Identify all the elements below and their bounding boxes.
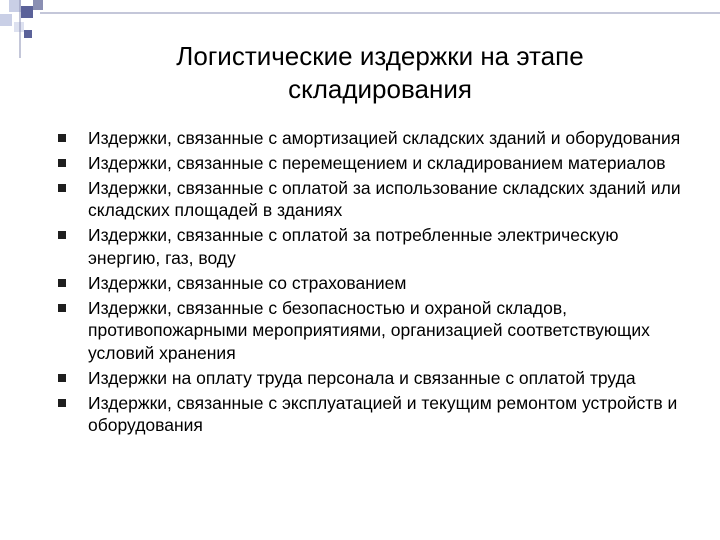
square-bullet-icon [58, 399, 66, 407]
bullet-text: Издержки на оплату труда персонала и связанные с оплатой труда [88, 367, 636, 388]
bullet-text: Издержки, связанные с перемещением и складированием материалов [88, 153, 666, 173]
bullet-item [58, 224, 688, 269]
bullet-text: Издержки, связанные с эксплуатацией и текущим ремонтом устройств и оборудования [88, 392, 678, 436]
square-bullet-icon [58, 279, 66, 287]
deco-square-light-3 [14, 22, 24, 32]
slide-title [95, 40, 665, 106]
slide-title-line-2: складирования [288, 74, 472, 104]
bullet-item [58, 127, 688, 149]
square-bullet-icon [58, 134, 66, 142]
square-bullet-icon [58, 184, 66, 192]
bullet-item [58, 272, 688, 294]
bullet-item [58, 392, 688, 437]
bullet-list [58, 127, 688, 439]
deco-square-light-1 [9, 0, 21, 12]
square-bullet-icon [58, 304, 66, 312]
deco-square-dark-1 [21, 6, 33, 18]
bullet-text: Издержки, связанные с амортизацией складских зданий и оборудования [88, 128, 681, 148]
deco-square-dark-3 [24, 30, 32, 38]
bullet-item [58, 152, 688, 174]
bullet-item [58, 367, 688, 389]
square-bullet-icon [58, 374, 66, 382]
bullet-text: Издержки, связанные с безопасностью и охраной складов, противопожарными мероприятиями, организацией соответствующих условий хранения [88, 297, 650, 363]
bullet-text: Издержки, связанные со страхованием [88, 272, 407, 293]
bullet-item [58, 297, 688, 364]
square-bullet-icon [58, 159, 66, 167]
deco-square-light-2 [0, 14, 12, 26]
bullet-text: Издержки, связанные с оплатой за потребленные электрическую энергию, газ, воду [88, 225, 619, 268]
slide-title-line-1: Логистические издержки на этапе [176, 41, 584, 71]
bullet-text: Издержки, связанные с оплатой за использование складских зданий или складских площадей в зданиях [88, 178, 681, 221]
deco-square-dark-2 [33, 0, 43, 10]
square-bullet-icon [58, 231, 66, 239]
bullet-item [58, 177, 688, 222]
